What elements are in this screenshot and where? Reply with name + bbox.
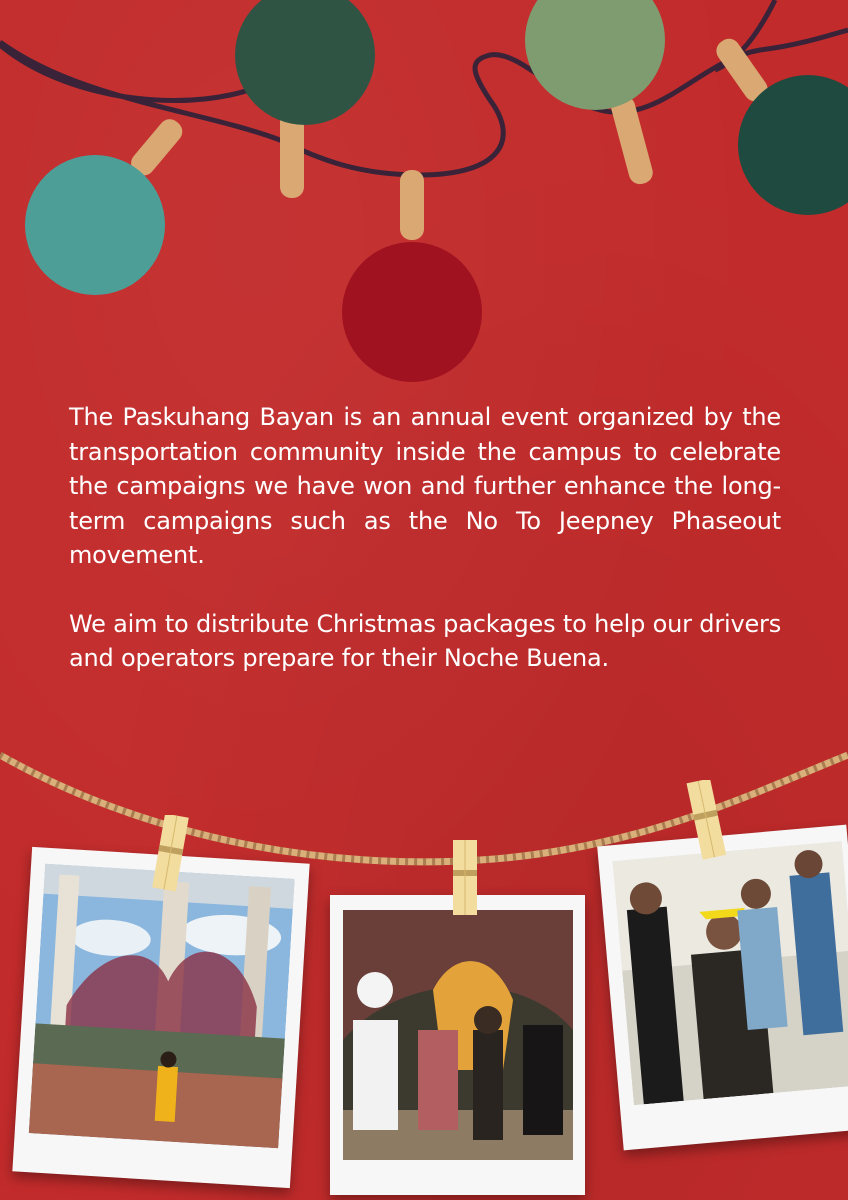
clothespin-icon [150, 815, 190, 895]
clothespin-icon [445, 840, 485, 920]
polaroid-frame-2 [330, 895, 585, 1195]
polaroid-frame-3 [597, 825, 848, 1151]
paragraph-aim: We aim to distribute Christmas packages to help our drivers and operators prepare for their Noche Buena. [69, 609, 781, 672]
photo-package-distribution [343, 910, 573, 1160]
photo-drivers-dancing [613, 841, 848, 1105]
polaroid-frame-1 [12, 847, 309, 1188]
clothespin-icon [685, 780, 729, 865]
paragraph-about-event: The Paskuhang Bayan is an annual event organized by the transportation community inside the campus to celebrate the campaigns we have won and further enhance the long-term campaigns such as the No To Jeepney Phaseout movement. [69, 403, 781, 569]
photo-plaza-gathering [29, 864, 295, 1149]
